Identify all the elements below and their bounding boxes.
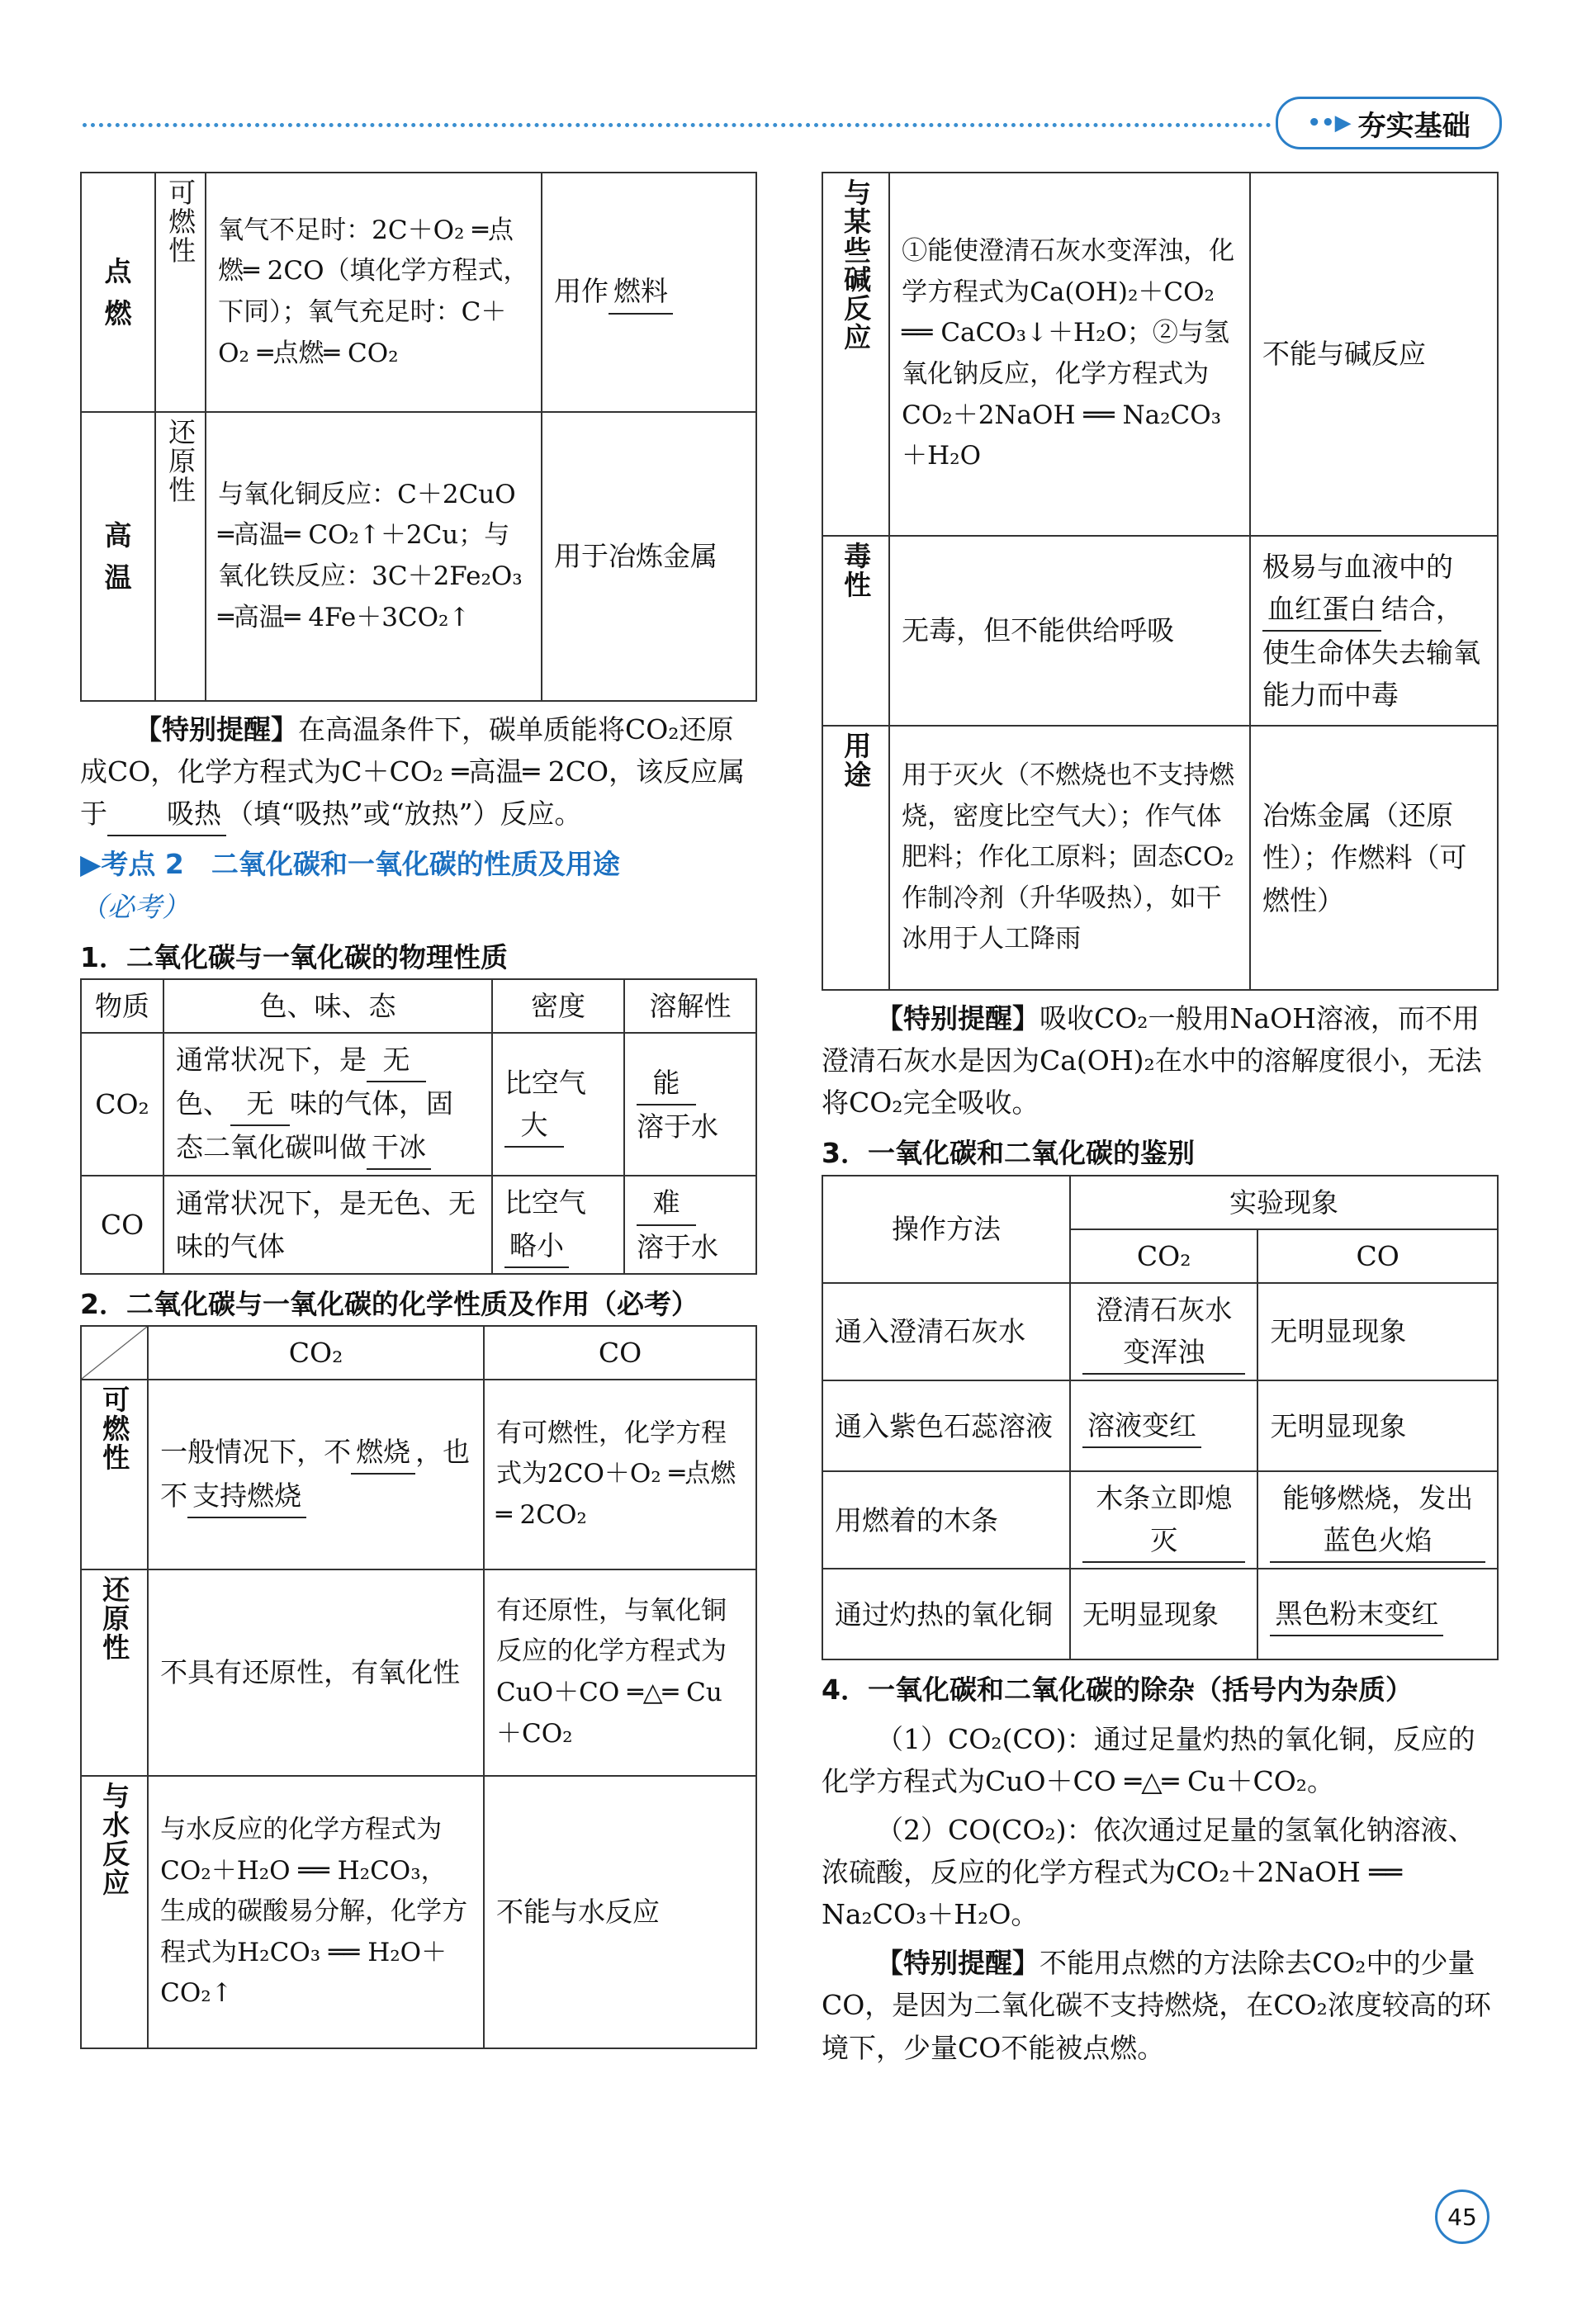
cell-key: 还原性 (81, 1569, 148, 1776)
header-cell: CO₂ (1070, 1229, 1257, 1283)
cell-co2: ①能使澄清石灰水变浑浊，化学方程式为Ca(OH)₂＋CO₂ ══ CaCO₃↓＋H₂O；②与氢氧化钠反应，化学方程式为CO₂＋2NaOH ══ Na₂CO₃＋H₂O (889, 173, 1250, 536)
cell-solubility (624, 1176, 756, 1273)
cell-density (492, 1176, 624, 1273)
cell-substance: CO₂ (81, 1033, 163, 1176)
cell-co: 不能与水反应 (484, 1776, 756, 2048)
section-badge-label: 夯实基础 (1357, 109, 1470, 143)
cell-key: 可燃性 (81, 1380, 148, 1569)
header-cell: 操作方法 (822, 1176, 1070, 1283)
table-row (822, 1569, 1498, 1659)
cell-co2: 不具有还原性，有氧化性 (148, 1569, 484, 1776)
tip-tail: （填“吸热”或“放热”）反应。 (226, 798, 582, 831)
cell-operation: 通过灼热的氧化铜 (822, 1569, 1070, 1659)
cell-co (1257, 1471, 1498, 1569)
tip-paragraph (822, 1942, 1499, 2068)
text: 结合，使生命体失去输氧能力而中毒 (1262, 592, 1480, 712)
table-header-row (81, 1326, 756, 1380)
blank-answer: 无 (230, 1082, 290, 1126)
cell-property: 可燃性 (155, 173, 206, 412)
blank-answer: 吸热 (107, 793, 226, 836)
use-text: 用作 (554, 275, 609, 308)
cell-key: 用途 (822, 726, 889, 990)
text: 溶于水 (637, 1110, 718, 1143)
cell-co2: 无毒，但不能供给呼吸 (889, 536, 1250, 726)
table-row (81, 1033, 756, 1176)
table-row (822, 536, 1498, 726)
blank-answer: 难 (637, 1181, 696, 1225)
tip-text: 在高温条件下，碳单质能将CO₂还原成CO，化学方程式为C＋CO₂ ═高温═ 2CO，该反应属于 (80, 713, 746, 831)
tip-label: 【特别提醒】 (135, 713, 298, 746)
tip-paragraph (80, 708, 757, 836)
cell-key: 与水反应 (81, 1776, 148, 2048)
header-cell: 物质 (81, 979, 163, 1033)
header-cell: CO (484, 1326, 756, 1380)
header-dotted-line (83, 123, 1272, 127)
cell-equation: 氧气不足时：2C＋O₂ ═点燃═ 2CO（填化学方程式，下同）；氧气充足时：C＋O₂ ═点燃═ CO₂ (206, 173, 542, 412)
cell-use (542, 173, 756, 412)
cell-key: 与某些碱反应 (822, 173, 889, 536)
carbon-properties-table (80, 172, 757, 702)
table-row (81, 1776, 756, 2048)
tip-paragraph (822, 997, 1499, 1124)
table-row (822, 1283, 1498, 1380)
table-header-row (81, 979, 756, 1033)
text: 比空气 (504, 1066, 586, 1099)
blank-answer: 木条立即熄灭 (1082, 1477, 1245, 1563)
text: ，也不 (160, 1435, 471, 1512)
header-cell: CO (1257, 1229, 1498, 1283)
table-row (822, 1471, 1498, 1569)
blank-answer: 燃料 (609, 270, 673, 314)
cell-co2: 无明显现象 (1070, 1569, 1257, 1659)
blank-answer: 支持燃烧 (187, 1475, 306, 1518)
cell-co: 冶炼金属（还原性）；作燃料（可燃性） (1250, 726, 1498, 990)
header-cell: 溶解性 (624, 979, 756, 1033)
cell-operation: 通入紫色石蕊溶液 (822, 1380, 1070, 1471)
blank-answer: 能够燃烧，发出蓝色火焰 (1270, 1477, 1485, 1563)
cell-operation: 用燃着的木条 (822, 1471, 1070, 1569)
text: 色、 (176, 1087, 230, 1120)
cell-co: 不能与碱反应 (1250, 173, 1498, 536)
text: 极易与血液中的 (1262, 550, 1453, 583)
section-badge (1276, 97, 1502, 149)
text: 一般情况下，不 (160, 1435, 352, 1468)
diagonal-cell (81, 1326, 148, 1380)
cell-description (163, 1033, 492, 1176)
cell-co: 无明显现象 (1257, 1380, 1498, 1471)
cell-use: 用于冶炼金属 (542, 412, 756, 701)
cell-condition: 高温 (81, 412, 155, 701)
blank-answer: 大 (504, 1104, 564, 1148)
table-row (822, 1380, 1498, 1471)
text: 味的气体，固态二氧化碳叫做 (176, 1087, 453, 1164)
tip-label: 【特别提醒】 (876, 1947, 1040, 1980)
table-row (822, 173, 1498, 536)
cell-co: 有还原性，与氧化铜反应的化学方程式为CuO＋CO ═△═ Cu＋CO₂ (484, 1569, 756, 1776)
blank-answer: 黑色粉末变红 (1270, 1593, 1443, 1636)
table-row (81, 1380, 756, 1569)
cell-key: 毒性 (822, 536, 889, 726)
cell-co2 (1070, 1471, 1257, 1569)
cell-co2 (1070, 1380, 1257, 1471)
blank-answer: 溶液变红 (1082, 1404, 1201, 1448)
table-row (81, 1569, 756, 1776)
header-cell: 实验现象 (1070, 1176, 1498, 1229)
cell-condition: 点燃 (81, 173, 155, 412)
tip-text: 不能用点燃的方法除去CO₂中的少量CO，是因为二氧化碳不支持燃烧，在CO₂浓度较高的环境下，少量CO不能被点燃。 (822, 1947, 1491, 2064)
table-row (81, 173, 756, 412)
tip-text: 吸收CO₂一般用NaOH溶液，而不用澄清石灰水是因为Ca(OH)₂在水中的溶解度很小，无法将CO₂完全吸收。 (822, 1002, 1482, 1120)
paragraph: （2）CO(CO₂)：依次通过足量的氢氧化钠溶液、浓硫酸，反应的化学方程式为CO₂＋2NaOH ══ Na₂CO₃＋H₂O。 (822, 1813, 1475, 1931)
blank-answer: 略小 (504, 1224, 569, 1268)
tip-label: 【特别提醒】 (876, 1002, 1040, 1034)
cell-co2 (148, 1380, 484, 1569)
physical-properties-table (80, 978, 757, 1275)
cell-substance: CO (81, 1176, 163, 1273)
blank-answer: 血红蛋白 (1262, 588, 1381, 632)
cell-co: 有可燃性，化学方程式为2CO＋O₂ ═点燃═ 2CO₂ (484, 1380, 756, 1569)
cell-solubility (624, 1033, 756, 1176)
cell-co (1257, 1569, 1498, 1659)
table-row (81, 412, 756, 701)
subsection-title: 1．二氧化碳与一氧化碳的物理性质 (80, 940, 508, 973)
blank-answer: 燃烧 (351, 1431, 415, 1475)
cell-density (492, 1033, 624, 1176)
cell-co2: 与水反应的化学方程式为CO₂＋H₂O ══ H₂CO₃，生成的碳酸易分解，化学方程式为H₂CO₃ ══ H₂O＋CO₂↑ (148, 1776, 484, 2048)
cell-property: 还原性 (155, 412, 206, 701)
chemical-properties-table (80, 1325, 757, 2049)
section-heading: ▶考点 2 二氧化碳和一氧化碳的性质及用途 (80, 848, 620, 881)
text: 通常状况下，是 (176, 1043, 367, 1076)
header-cell: 色、味、态 (163, 979, 492, 1033)
paragraph: （1）CO₂(CO)：通过足量灼热的氧化铜，反应的化学方程式为CuO＋CO ═△═ Cu＋CO₂。 (822, 1722, 1475, 1797)
cell-equation: 与氧化铜反应：C＋2CuO ═高温═ CO₂↑＋2Cu；与氧化铁反应：3C＋2Fe₂O₃ ═高温═ 4Fe＋3CO₂↑ (206, 412, 542, 701)
cell-description: 通常状况下，是无色、无味的气体 (163, 1176, 492, 1273)
cell-co2 (1070, 1283, 1257, 1380)
header-cell: 密度 (492, 979, 624, 1033)
blank-answer: 澄清石灰水变浑浊 (1082, 1289, 1245, 1375)
cell-operation: 通入澄清石灰水 (822, 1283, 1070, 1380)
cell-co2: 用于灭火（不燃烧也不支持燃烧，密度比空气大）；作气体肥料；作化工原料；固态CO₂作制冷剂（升华吸热），如干冰用于人工降雨 (889, 726, 1250, 990)
page-number: 45 (1435, 2190, 1489, 2244)
cell-co (1250, 536, 1498, 726)
table-header-row (822, 1176, 1498, 1229)
chemical-properties-table-cont (822, 172, 1499, 991)
subsection-title: 4．一氧化碳和二氧化碳的除杂（括号内为杂质） (822, 1674, 1413, 1707)
subsection-title: 2．二氧化碳与一氧化碳的化学性质及作用（必考） (80, 1287, 699, 1320)
subsection-title: 3．一氧化碳和二氧化碳的鉴别 (822, 1137, 1195, 1170)
text: 溶于水 (637, 1230, 718, 1263)
table-row (822, 726, 1498, 990)
identification-table (822, 1175, 1499, 1661)
table-row (81, 1176, 756, 1273)
blank-answer: 干冰 (367, 1126, 431, 1170)
cell-co: 无明显现象 (1257, 1283, 1498, 1380)
section-subtitle: （必考） (80, 890, 189, 923)
text: 比空气 (504, 1186, 586, 1219)
arrow-icon: ••▶ (1307, 111, 1352, 135)
blank-answer: 能 (637, 1062, 696, 1105)
left-column (80, 172, 757, 2049)
blank-answer: 无 (367, 1039, 426, 1082)
right-column (822, 172, 1499, 2076)
header-cell: CO₂ (148, 1326, 484, 1380)
